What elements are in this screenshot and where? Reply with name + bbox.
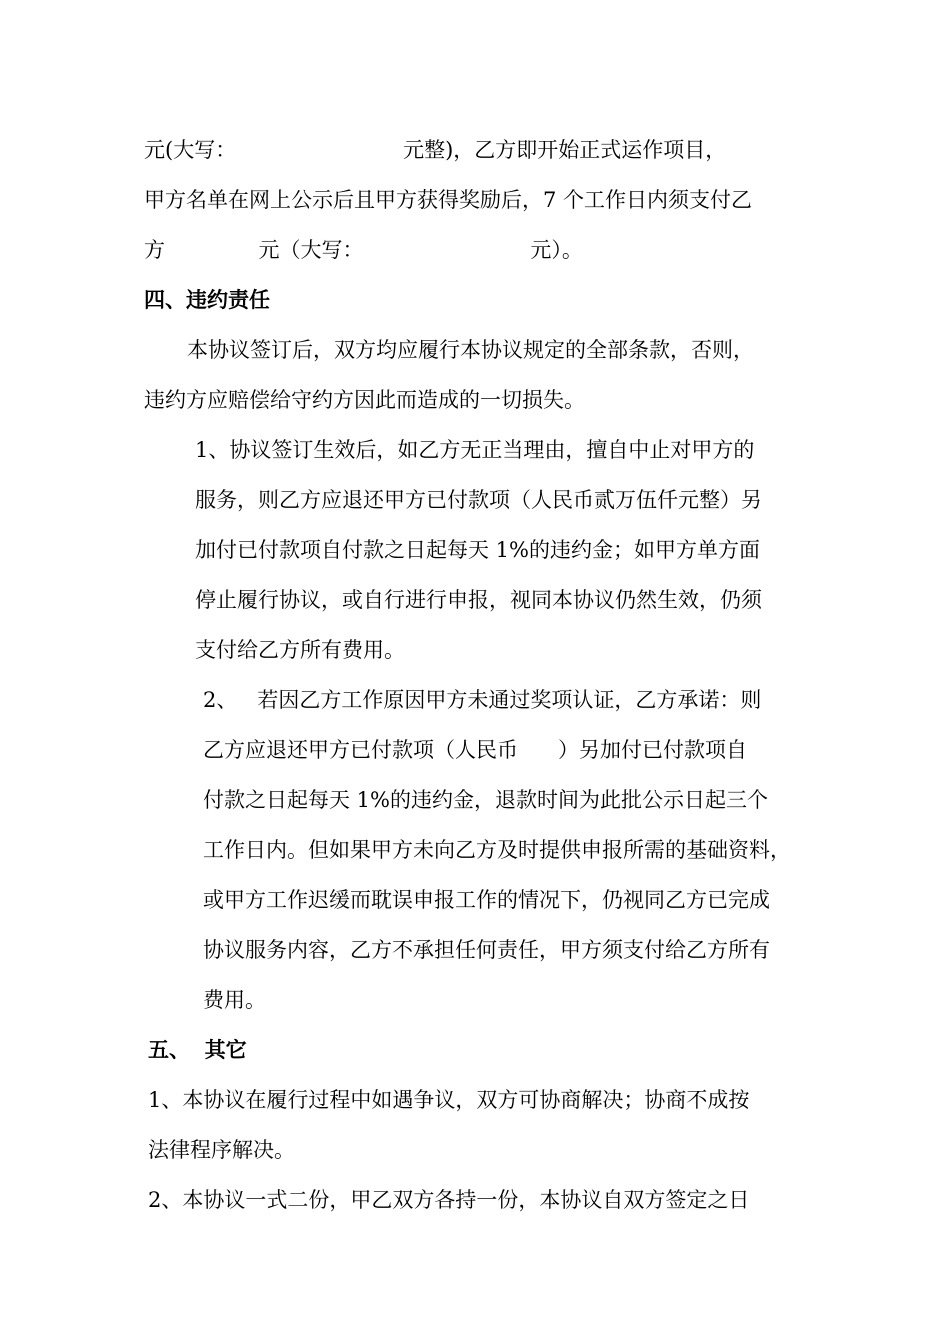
section-5-item-2-line-1: 2、本协议一式二份，甲乙双方各持一份，本协议自双方签定之日 [148,1188,750,1212]
section-4-heading: 四、违约责任 [144,287,270,312]
section-5-item-1-line-1: 1、本协议在履行过程中如遇争议，双方可协商解决；协商不成按 [148,1088,750,1112]
continuation-line-2: 甲方名单在网上公示后且甲方获得奖励后，7 个工作日内须支付乙 [144,188,753,212]
section-4-item-2-line-7: 费用。 [203,988,266,1012]
section-4-item-2-line-5: 或甲方工作迟缓而耽误申报工作的情况下，仍视同乙方已完成 [203,888,770,912]
section-4-item-2-line-3: 付款之日起每天 1%的违约金，退款时间为此批公示日起三个 [203,788,768,812]
section-4-item-2-line-6: 协议服务内容，乙方不承担任何责任，甲方须支付给乙方所有 [203,938,770,962]
section-4-item-1-line-1: 1、协议签订生效后，如乙方无正当理由，擅自中止对甲方的 [195,438,755,462]
section-4-item-2-line-2: 乙方应退还甲方已付款项（人民币 ）另加付已付款项自 [203,738,748,762]
continuation-line-1: 元(大写： 元整)，乙方即开始正式运作项目， [144,138,727,162]
section-4-item-2-line-4: 工作日内。但如果甲方未向乙方及时提供申报所需的基础资料， [203,838,791,862]
section-4-item-1-line-2: 服务，则乙方应退还甲方已付款项（人民币贰万伍仟元整）另 [195,488,762,512]
section-4-intro-line-1: 本协议签订后，双方均应履行本协议规定的全部条款，否则， [187,338,754,362]
section-4-item-1-line-3: 加付已付款项自付款之日起每天 1%的违约金；如甲方单方面 [195,538,760,562]
section-5-item-1-line-2: 法律程序解决。 [148,1138,295,1162]
section-4-item-1-line-5: 支付给乙方所有费用。 [195,638,405,662]
section-5-heading: 五、 其它 [148,1037,247,1062]
section-4-intro-line-2: 违约方应赔偿给守约方因此而造成的一切损失。 [144,388,585,412]
continuation-line-3: 方 元（大写： 元）。 [144,238,583,262]
section-4-item-1-line-4: 停止履行协议，或自行进行申报，视同本协议仍然生效，仍须 [195,588,762,612]
section-4-item-2-line-1: 2、 若因乙方工作原因甲方未通过奖项认证，乙方承诺：则 [203,688,762,712]
